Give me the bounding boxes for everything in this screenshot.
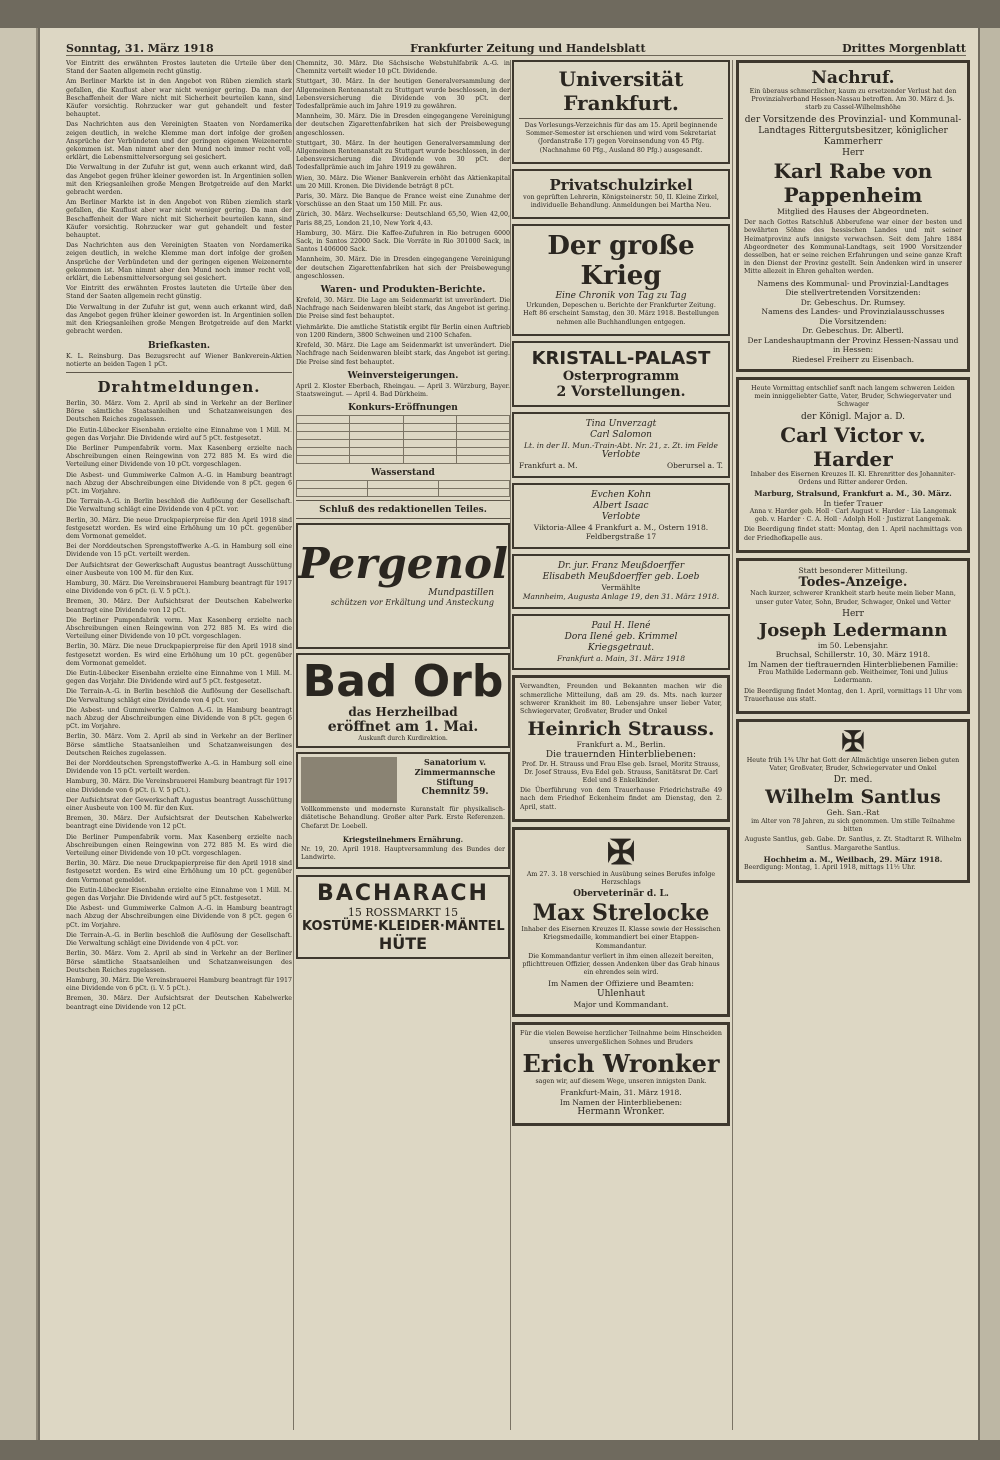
news-item: Chemnitz, 30. März. Die Sächsische Webstuhlfabrik A.-G. in Chemnitz verteilt wieder 10 pCt. Dividende.	[296, 60, 510, 76]
news-item: April 2. Kloster Eberbach, Rheingau. — April 3. Würzburg, Bayer. Staatsweingut. — April 4. Bad Dürkheim.	[296, 382, 510, 398]
news-item: Berlin, 30. März. Vom 2. April ab sind in Verkehr an der Berliner Börse sämtliche Staatsanleihen und Schatzanweisungen des Deutschen Reiches zugelassen.	[66, 399, 292, 424]
strauss-name: Heinrich Strauss.	[527, 718, 715, 741]
kristall-palast-ad	[512, 341, 730, 407]
kristall-palast-program: Osterprogramm	[562, 368, 680, 384]
ledermann-age: im 50. Lebensjahr.	[817, 640, 889, 650]
page-header	[66, 42, 966, 56]
briefkasten-heading: Briefkasten.	[147, 340, 211, 351]
kristall-palast-shows: 2 Vorstellungen.	[556, 383, 686, 400]
santlus-names: Auguste Santlus, geb. Gabe. Dr. Santlus, z. Zt. Stadtarzt R. Wilhelm Santlus. Margarethe Santlus.	[744, 836, 962, 852]
news-item: Mannheim, 30. März. Die in Dresden eingegangene Vereinigung der deutschen Zigarettenfabriken hat sich der Preisbewegung angeschlossen.	[296, 256, 510, 280]
strelocke-intro: Am 27. 3. 18 verschied in Ausübung seines Berufes infolge Herzschlags	[526, 870, 716, 887]
privatschule-title: Privatschulzirkel	[549, 175, 693, 194]
news-item: Zürich, 30. März. Wechselkurse: Deutschland 65,50, Wien 42,00, Paris 88,25, London 21,10, New York 4,43.	[296, 211, 510, 227]
drahtmeldungen-heading: Drahtmeldungen.	[97, 377, 261, 396]
harder-family: In tiefer Trauer	[823, 498, 883, 508]
iron-cross-icon: ✠	[606, 832, 636, 873]
privatschule-text: von geprüften Lehrerin, Königsteinerstr. 50, II. Kleine Zirkel, individuelle Behandlung. Anmeldungen bei Martha Neu.	[523, 193, 719, 210]
news-item: Berlin, 30. März. Vom 2. April ab sind in Verkehr an der Berliner Börse sämtliche Staatsanleihen und Schatzanweisungen des Deutschen Reiches zugelassen.	[66, 733, 292, 757]
wronker-city: Frankfurt-Main, 31. März 1918.	[560, 1088, 682, 1098]
ledermann-names: Frau Mathilde Ledermann geb. Weitheimer, Toni und Julius Ledermann.	[758, 669, 948, 685]
column-rule	[732, 60, 733, 1430]
pergenol-tagline: schützen vor Erkältung und Ansteckung	[330, 598, 494, 608]
strelocke-name: Max Strelocke	[532, 900, 710, 927]
ledermann-intro: Nach kurzer, schwerer Krankheit starb heute mein lieber Mann, unser guter Vater, Sohn, Bruder, Schwager, Onkel und Vetter	[750, 590, 956, 606]
war-wedding-city: Frankfurt a. Main, 31. März 1918	[556, 653, 686, 663]
nachruf-title: Nachruf.	[811, 68, 895, 88]
sanatorium-text: Vollkommenste und modernste Kuranstalt für physikalisch-diätetische Behandlung. Großer alter Park. Erste Referenzen. Chefarzt Dr. Loebell.	[301, 806, 505, 830]
nachruf-sign: Die Vorsitzenden:	[819, 316, 887, 326]
santlus-city: Hochheim a. M., Weilbach, 29. März 1918.	[763, 854, 943, 864]
harder-obituary	[736, 377, 970, 553]
engagement-word: Verlobte	[601, 450, 641, 461]
university-title: Universität Frankfurt.	[558, 67, 684, 115]
strauss-family-heading: Die trauernden Hinterbliebenen:	[545, 749, 697, 760]
nachruf-sign: Namens des Kommunal- und Provinzial-Landtages	[757, 278, 949, 288]
news-item: Bei der Norddeutschen Sprengstoffwerke A.-G. in Hamburg soll eine Dividende von 15 pCt. verteilt werden.	[66, 543, 292, 559]
news-item: Die Terrain-A.-G. in Berlin beschloß die Auflösung der Gesellschaft. Die Verwaltung schlägt eine Dividende von 4 pCt. vor.	[66, 688, 292, 704]
news-item: Die Eutin-Lübecker Eisenbahn erzielte eine Einnahme von 1 Mill. M. gegen das Vorjahr. Die Dividende wird auf 5 pCt. festgesetzt.	[66, 670, 292, 686]
news-item: Der Aufsichtsrat der Gewerkschaft Augustus beantragt Ausschüttung einer Ausbeute von 100 M. für den Kux.	[66, 561, 292, 577]
harder-desc: Inhaber des Eisernen Kreuzes II. Kl. Ehrenritter des Johanniter-Ordens und Ritter anderer Orden.	[750, 470, 956, 486]
wedding-name-2: Elisabeth Meußdoerffer geb. Loeb	[542, 571, 700, 582]
article-paragraph: Das Nachrichten aus den Vereinigten Staaten von Nordamerika zeigen deutlich, in welche Klemme man dort infolge der großen Ansprüche der Verbündeten und der geringen eigenen Weizenernte gekommen ist. Man nimmt aber den Mund noch immer recht voll, erklärt, die Lebensmittelversorgung sei gesichert.	[66, 242, 292, 283]
wronker-sign: Im Namen der Hinterbliebenen:	[559, 1097, 683, 1107]
harder-names: Anna v. Harder geb. Holl · Carl August v. Harder · Lia Langemak geb. v. Harder · C. A. Holl · Adolph Holl · Justizrat Langemak.	[749, 508, 957, 524]
news-item: Krefeld, 30. März. Die Lage am Seidenmarkt ist unverändert. Die Nachfrage nach Seidenwaren bleibt stark, das Angebot ist gering. Die Preise sind fest behauptet.	[296, 297, 510, 321]
grosse-krieg-ad	[512, 224, 730, 336]
ledermann-herr: Herr	[842, 608, 864, 619]
wedding-word: Vermählte	[601, 582, 641, 592]
strelocke-desc: Inhaber des Eisernen Kreuzes II. Klasse sowie der Hessischen Kriegsmedaille, kommandiert bei einer Etappen-Kommandantur.	[521, 926, 721, 950]
divider	[66, 372, 292, 373]
war-wedding-name-1: Paul H. Ilené	[591, 620, 651, 631]
wasserstand-heading: Wasserstand	[371, 468, 435, 479]
news-item: Der Aufsichtsrat der Gewerkschaft Augustus beantragt Ausschüttung einer Ausbeute von 100 M. für den Kux.	[66, 796, 292, 813]
nachruf-text: Der nach Gottes Ratschluß Abberufene war einer der besten und bewährten Söhne des hessischen Landes und mit seiner Heimatprovinz aufs innigste verwachsen. Seit dem Jahre 1884 Abgeordneter des Kommunal-Landtags, seit 1900 Vorsitzender desselben, hat er seine reichen Erfahrungen und seine ganze Kraft in den Dienst der Provinz gestellt. Sein Andenken wird in unserer Mitte allezeit in Ehren gehalten werden.	[744, 219, 962, 276]
sanatorium-title: Sanatorium v. Zimmermannsche Stiftung	[414, 757, 496, 788]
strelocke-signer: Uhlenhaut	[597, 988, 645, 999]
ledermann-title: Todes-Anzeige.	[798, 575, 908, 591]
news-item: Bremen, 30. März. Der Aufsichtsrat der Deutschen Kabelwerke beantragt eine Dividende von 12 pCt.	[66, 995, 292, 1011]
nachruf-name: Karl Rabe von Pappenheim	[773, 158, 933, 207]
bad-orb-info: Auskunft durch Kurdirektion.	[358, 735, 448, 743]
news-item: Die Berliner Pumpenfabrik vorm. Max Kasenberg erzielte nach Abschreibungen einen Reingewinn von 272 885 M. Es wird die Verteilung einer Dividende von 10 pCt. vorgeschlagen.	[66, 616, 292, 641]
bacharach-items: KOSTÜME·KLEIDER·MÄNTEL	[302, 919, 505, 935]
news-item: Mannheim, 30. März. Die in Dresden eingegangene Vereinigung der deutschen Zigarettenfabriken hat sich der Preisbewegung angeschlossen.	[296, 113, 510, 137]
santlus-note: Beerdigung: Montag, 1. April 1918, mittags 11½ Uhr.	[744, 864, 916, 872]
bacharach-address: 15 ROSSMARKT 15	[347, 906, 459, 920]
news-item: Die Berliner Pumpenfabrik vorm. Max Kasenberg erzielte nach Abschreibungen einen Reingewinn von 272 885 M. Es wird die Verteilung einer Dividende von 10 pCt. vorgeschlagen.	[66, 444, 292, 469]
news-item: Berlin, 30. März. Vom 2. April ab sind in Verkehr an der Berliner Börse sämtliche Staatsanleihen und Schatzanweisungen des Deutschen Reiches zugelassen.	[66, 950, 292, 974]
nachruf-mdh: Mitglied des Hauses der Abgeordneten.	[777, 206, 929, 216]
bad-orb-subtitle: das Herzheilbad	[348, 705, 458, 720]
grosse-krieg-title: Der große Krieg	[547, 231, 695, 292]
engagement-city: Viktoria-Allee 4 Frankfurt a. M., Ostern 1918. Feldbergstraße 17	[533, 522, 709, 542]
wronker-signer: Hermann Wronker.	[577, 1107, 665, 1118]
news-item: Viehmärkte. Die amtliche Statistik ergibt für Berlin einen Auftrieb von 1200 Rindern, 3800 Schweinen und 2100 Schafen.	[296, 323, 510, 339]
article-paragraph: Vor Eintritt des erwähnten Frostes lauteten die Urteile über den Stand der Saaten allgemein recht günstig.	[66, 60, 292, 76]
engagement-notice	[512, 483, 730, 549]
bacharach-ad	[296, 875, 510, 959]
strelocke-text: Die Kommandantur verliert in ihm einen allezeit bereiten, pflichttreuen Offizier, dessen Andenken über das Grab hinaus ein ehrendes sein wird.	[522, 952, 720, 977]
article-paragraph: Am Berliner Markte ist in den Angebot von Rüben ziemlich stark gefallen, die Kauflust aber war nicht weniger gering. Da man der Beschaffenheit der Ware nicht mit Sicherheit beurteilen kann, sind Käufer vorsichtig. Rohrzucker war gut gehandelt und fester behauptet.	[66, 199, 292, 240]
news-item: Krefeld, 30. März. Die Lage am Seidenmarkt ist unverändert. Die Nachfrage nach Seidenwaren bleibt stark, das Angebot ist gering. Die Preise sind fest behauptet.	[296, 342, 510, 366]
engagement-city-1: Frankfurt a. M.	[519, 461, 578, 471]
ledermann-head: Statt besonderer Mitteilung.	[798, 565, 908, 575]
article-paragraph: Die Verwaltung in der Zufuhr ist gut, wenn auch erkannt wird, daß das Angebot gegen früher kleiner geworden ist. In Argentinien sollen mit den Kriegsanleihen große Mengen Brotgetreide auf den Markt gebracht werden.	[66, 164, 292, 197]
nachruf-sign: Dr. Gebeschus. Dr. Rumsey.	[800, 297, 906, 307]
wronker-thanks	[512, 1022, 730, 1126]
kriegsteilnehmer-text: Nr. 19, 20. April 1918. Hauptversammlung des Bundes der Landwirte.	[301, 845, 505, 861]
sanatorium-ad	[296, 752, 510, 869]
university-text: Das Vorlesungs-Verzeichnis für das am 15. April beginnende Sommer-Semester ist erschienen und wird vom Sekretariat (Jordanstraße 17) gegen Voreinsendung von 45 Pfg. (Nachnahme 60 Pfg., Ausland 80 Pfg.) ausgesandt.	[524, 122, 718, 154]
nachruf-sign: Der Landeshauptmann der Provinz Hessen-Nassau und in Hessen:	[747, 335, 959, 355]
wronker-intro: Für die vielen Beweise herzlicher Teilnahme beim Hinscheiden unseres unvergeßlichen Sohnes und Bruders	[520, 1030, 722, 1046]
strauss-names: Prof. Dr. H. Strauss und Frau Else geb. Israel, Moritz Strauss, Dr. Josef Strauss, Eva Edel geb. Strauss, Sanitätsrat Dr. Carl Edel und 8 Enkelkinder.	[521, 760, 721, 785]
ledermann-note: Die Beerdigung findet Montag, den 1. April, vormittags 11 Uhr vom Trauerhause aus statt.	[744, 687, 962, 703]
wein-heading: Weinversteigerungen.	[347, 370, 459, 381]
column-rule	[510, 60, 511, 1430]
sanatorium-city: Chemnitz 59.	[421, 787, 489, 798]
nachruf-sign: Dr. Gebeschus. Dr. Albertl.	[802, 326, 904, 336]
santlus-name: Wilhelm Santlus	[765, 786, 941, 809]
header-date: Sonntag, 31. März 1918	[66, 42, 214, 55]
nachruf-notice	[736, 60, 970, 372]
engagement-name-1: Tina Unverzagt	[585, 418, 657, 429]
previous-page-edge	[0, 28, 38, 1440]
harder-note: Die Beerdigung findet statt: Montag, den 1. April nachmittags von der Friedhofkapelle aus.	[744, 526, 962, 542]
engagement-city-2: Oberursel a. T.	[667, 461, 723, 471]
strauss-note: Die Überführung von dem Trauerhause Friedrichstraße 49 nach dem Friedhof Eckenheim findet am Dienstag, den 2. April, statt.	[520, 787, 722, 811]
harder-intro: Heute Vormittag entschlief sanft nach langem schweren Leiden mein inniggeliebter Gatte, Vater, Bruder, Schwiegervater und Schwager	[751, 385, 955, 409]
pergenol-ad	[296, 523, 510, 649]
war-wedding-notice	[512, 614, 730, 671]
briefkasten-text: K. L. Reinsburg. Das Bezugsrecht auf Wiener Bankverein-Aktien notierte an beiden Tagen 1 pCt.	[66, 352, 292, 368]
privatschule-ad	[512, 169, 730, 219]
pergenol-logo: Pergenol	[298, 539, 508, 589]
cross-icon: ✠	[841, 725, 865, 759]
article-paragraph: Die Verwaltung in der Zufuhr ist gut, wenn auch erkannt wird, daß das Angebot gegen früher kleiner geworden ist. In Argentinien sollen mit den Kriegsanleihen große Mengen Brotgetreide auf den Markt gebracht werden.	[66, 303, 292, 336]
header-edition: Drittes Morgenblatt	[842, 42, 966, 55]
engagement-name-2: Albert Isaac	[593, 500, 649, 511]
wedding-notice	[512, 554, 730, 609]
ledermann-city: Bruchsal, Schillerstr. 10, 30. März 1918.	[775, 650, 931, 660]
news-item: Bremen, 30. März. Der Aufsichtsrat der Deutschen Kabelwerke beantragt eine Dividende von 12 pCt.	[66, 598, 292, 614]
sanatorium-building-image	[301, 757, 397, 803]
engagement-name-1: Evchen Kohn	[591, 489, 651, 500]
kristall-palast-title: KRISTALL-PALAST	[531, 347, 711, 369]
news-item: Stuttgart, 30. März. In der heutigen Generalversammlung der Allgemeinen Rentenanstalt zu Stuttgart wurde beschlossen, in der Lebensversicherung die Dividende von 30 pCt. der Todesfallprämie auch im Jahre 1919 zu gewähren.	[296, 139, 510, 172]
harder-city: Marburg, Stralsund, Frankfurt a. M., 30. März.	[754, 489, 952, 499]
war-wedding-name-2: Dora Ilené geb. Krimmel	[564, 631, 678, 642]
newspaper-page	[40, 28, 978, 1440]
war-wedding-word: Kriegsgetraut.	[587, 642, 655, 653]
next-page-edge	[980, 28, 1000, 1440]
column-1	[66, 60, 292, 1430]
strelocke-rank: Oberveterinär d. L.	[573, 889, 669, 900]
nachruf-role: der Vorsitzende des Provinzial- und Kommunal-Landtages Rittergutsbesitzer, königlicher Kammerherr	[744, 114, 962, 147]
news-item: Die Asbest- und Gummiwerke Calmon A.-G. in Hamburg beantragt nach Abzug der Abschreibungen eine Dividende von 8 pCt. gegen 6 pCt. im Vorjahre.	[66, 905, 292, 929]
harder-rank: der Königl. Major a. D.	[801, 411, 905, 422]
bad-orb-title: Bad Orb	[302, 656, 504, 708]
news-item: Wien, 30. März. Die Wiener Bankverein erhöht das Aktienkapital um 20 Mill. Kronen. Die Dividende beträgt 8 pCt.	[296, 174, 510, 190]
santlus-title: Dr. med.	[833, 775, 873, 786]
university-ad	[512, 60, 730, 164]
strauss-intro: Verwandten, Freunden und Bekannten machen wir die schmerzliche Mitteilung, daß am 29. ds. Mts. nach kurzer schwerer Krankheit im 80. Lebensjahre unser lieber Vater, Schwiegervater, Großvater, Bruder und Onkel	[520, 683, 722, 715]
nachruf-intro: Ein überaus schmerzlicher, kaum zu ersetzender Verlust hat den Provinzialverband Hessen-Nassau betroffen. Am 30. März d. Js. starb zu Cassel-Wilhelmshöhe	[749, 88, 957, 112]
news-item: Berlin, 30. März. Die neue Druckpapierpreise für den April 1918 sind festgesetzt worden. Es wird eine Erhöhung um 10 pCt. gegenüber dem Vormonat gemeldet.	[66, 516, 292, 540]
column-2	[296, 60, 510, 1430]
wronker-name: Erich Wronker	[522, 1048, 720, 1078]
news-item: Die Eutin-Lübecker Eisenbahn erzielte eine Einnahme von 1 Mill. M. gegen das Vorjahr. Die Dividende wird auf 5 pCt. festgesetzt.	[66, 426, 292, 442]
column-3	[512, 60, 730, 1430]
news-item: Stuttgart, 30. März. In der heutigen Generalversammlung der Allgemeinen Rentenanstalt zu Stuttgart wurde beschlossen, in der Lebensversicherung die Dividende von 30 pCt. der Todesfallprämie auch im Jahre 1919 zu gewähren.	[296, 78, 510, 111]
ledermann-obituary	[736, 558, 970, 714]
article-paragraph: Das Nachrichten aus den Vereinigten Staaten von Nordamerika zeigen deutlich, in welche Klemme man dort infolge der großen Ansprüche der Verbündeten und der geringen eigenen Weizenernte gekommen ist. Man nimmt aber den Mund noch immer recht voll, erklärt, die Lebensmittelversorgung sei gesichert.	[66, 121, 292, 162]
santlus-text: im Alter von 78 Jahren, zu sich genommen. Um stille Teilnahme bitten	[751, 817, 955, 834]
ledermann-sign: Im Namen der tieftrauernden Hinterbliebenen Familie:	[747, 659, 959, 669]
news-item: Die Terrain-A.-G. in Berlin beschloß die Auflösung der Gesellschaft. Die Verwaltung schlägt eine Dividende von 4 pCt. vor.	[66, 498, 292, 514]
column-4	[736, 60, 970, 1430]
news-item: Berlin, 30. März. Die neue Druckpapierpreise für den April 1918 sind festgesetzt worden. Es wird eine Erhöhung um 10 pCt. gegenüber dem Vormonat gemeldet.	[66, 643, 292, 667]
santlus-intro: Heute früh 1¾ Uhr hat Gott der Allmächtige unseren lieben guten Vater, Großvater, Bruder, Schwiegervater und Onkel	[746, 757, 960, 773]
engagement-rank: Lt. in der II. Mun.-Train-Abt. Nr. 21, z. Zt. im Felde	[524, 440, 718, 450]
grosse-krieg-subtitle: Eine Chronik von Tag zu Tag	[555, 291, 687, 302]
news-item: Hamburg, 30. März. Die Vereinsbrauerei Hamburg beantragt für 1917 eine Dividende von 6 pCt. (i. V. 5 pCt.).	[66, 579, 292, 596]
news-item: Die Asbest- und Gummiwerke Calmon A.-G. in Hamburg beantragt nach Abzug der Abschreibungen eine Dividende von 8 pCt. gegen 6 pCt. im Vorjahre.	[66, 471, 292, 495]
strelocke-signer-title: Major und Kommandant.	[573, 999, 669, 1009]
column-rule	[293, 60, 294, 1430]
divider	[296, 500, 510, 501]
nachruf-sign: Namens des Landes- und Provinzialausschusses	[761, 307, 945, 317]
news-item: Hamburg, 30. März. Die Kaffee-Zufuhren in Rio betrugen 6000 Sack, in Santos 22000 Sack. Die Vorräte in Rio 301000 Sack, in Santos 1406000 Sack.	[296, 229, 510, 254]
news-item: Hamburg, 30. März. Die Vereinsbrauerei Hamburg beantragt für 1917 eine Dividende von 6 pCt. (i. V. 5 pCt.).	[66, 976, 292, 993]
strelocke-obituary	[512, 827, 730, 1018]
grosse-krieg-text: Urkunden, Depeschen u. Berichte der Frankfurter Zeitung. Heft 86 erscheint Samstag, den 30. März 1918. Bestellungen nehmen alle Buchhandlungen entgegen.	[523, 302, 719, 326]
waren-heading: Waren- und Produkten-Berichte.	[320, 285, 486, 296]
news-item: Hamburg, 30. März. Die Vereinsbrauerei Hamburg beantragt für 1917 eine Dividende von 6 pCt. (i. V. 5 pCt.).	[66, 778, 292, 794]
ledermann-name: Joseph Ledermann	[758, 619, 948, 641]
strelocke-sign: Im Namen der Offiziere und Beamten:	[548, 979, 694, 989]
santlus-rank: Geh. San.-Rat	[826, 808, 880, 818]
news-item: Bremen, 30. März. Der Aufsichtsrat der Deutschen Kabelwerke beantragt eine Dividende von 12 pCt.	[66, 815, 292, 831]
news-item: Bei der Norddeutschen Sprengstoffwerke A.-G. in Hamburg soll eine Dividende von 15 pCt. verteilt werden.	[66, 760, 292, 776]
bacharach-name: BACHARACH	[317, 881, 489, 907]
news-item: Die Asbest- und Gummiwerke Calmon A.-G. in Hamburg beantragt nach Abzug der Abschreibungen eine Dividende von 8 pCt. gegen 6 pCt. im Vorjahre.	[66, 706, 292, 731]
article-paragraph: Vor Eintritt des erwähnten Frostes lauteten die Urteile über den Stand der Saaten allgemein recht günstig.	[66, 285, 292, 301]
strauss-obituary	[512, 675, 730, 822]
engagement-word: Verlobte	[601, 511, 641, 522]
bad-orb-opening: eröffnet am 1. Mai.	[327, 719, 479, 736]
header-masthead: Frankfurter Zeitung und Handelsblatt	[410, 42, 646, 55]
wedding-name-1: Dr. jur. Franz Meußdoerffer	[557, 560, 685, 571]
santlus-obituary	[736, 719, 970, 882]
news-item: Die Terrain-A.-G. in Berlin beschloß die Auflösung der Gesellschaft. Die Verwaltung schlägt eine Dividende von 4 pCt. vor.	[66, 931, 292, 948]
wedding-city: Mannheim, Augusta Anlage 19, den 31. März 1918.	[522, 592, 720, 602]
article-paragraph: Am Berliner Markte ist in den Angebot von Rüben ziemlich stark gefallen, die Kauflust aber war nicht weniger gering. Da man der Beschaffenheit der Ware nicht mit Sicherheit beurteilen kann, sind Käufer vorsichtig. Rohrzucker war gut gehandelt und fester behauptet.	[66, 78, 292, 119]
divider	[296, 518, 510, 519]
konkurs-heading: Konkurs-Eröffnungen	[348, 403, 458, 414]
engagement-notice	[512, 412, 730, 478]
nachruf-sign: Die stellvertretenden Vorsitzenden:	[785, 288, 921, 298]
nachruf-herr: Herr	[842, 147, 864, 158]
engagement-name-2: Carl Salomon	[590, 429, 652, 440]
nachruf-sign: Riedesel Freiherr zu Eisenbach.	[791, 354, 915, 364]
strauss-city: Frankfurt a. M., Berlin.	[576, 740, 666, 750]
pergenol-subtitle: Mundpastillen	[428, 588, 494, 599]
konkurs-table	[296, 415, 510, 464]
news-item: Paris, 30. März. Die Banque de France weist eine Zunahme der Vorschüsse an den Staat um 150 Mill. Fr. aus.	[296, 193, 510, 209]
wronker-text: sagen wir, auf diesem Wege, unseren innigsten Dank.	[535, 1077, 707, 1085]
news-item: Die Berliner Pumpenfabrik vorm. Max Kasenberg erzielte nach Abschreibungen einen Reingewinn von 272 885 M. Es wird die Verteilung einer Dividende von 10 pCt. vorgeschlagen.	[66, 833, 292, 858]
news-item: Berlin, 30. März. Die neue Druckpapierpreise für den April 1918 sind festgesetzt worden. Es wird eine Erhöhung um 10 pCt. gegenüber dem Vormonat gemeldet.	[66, 860, 292, 884]
news-item: Die Eutin-Lübecker Eisenbahn erzielte eine Einnahme von 1 Mill. M. gegen das Vorjahr. Die Dividende wird auf 5 pCt. festgesetzt.	[66, 886, 292, 903]
editorial-end-note: Schluß des redaktionellen Teiles.	[319, 505, 487, 516]
bacharach-hats: HÜTE	[378, 934, 428, 954]
harder-name: Carl Victor v. Harder	[780, 422, 926, 471]
kriegsteilnehmer-heading: Kriegsteilnehmers Ernährung.	[342, 834, 464, 844]
bad-orb-ad	[296, 653, 510, 748]
wasserstand-table	[296, 480, 510, 497]
